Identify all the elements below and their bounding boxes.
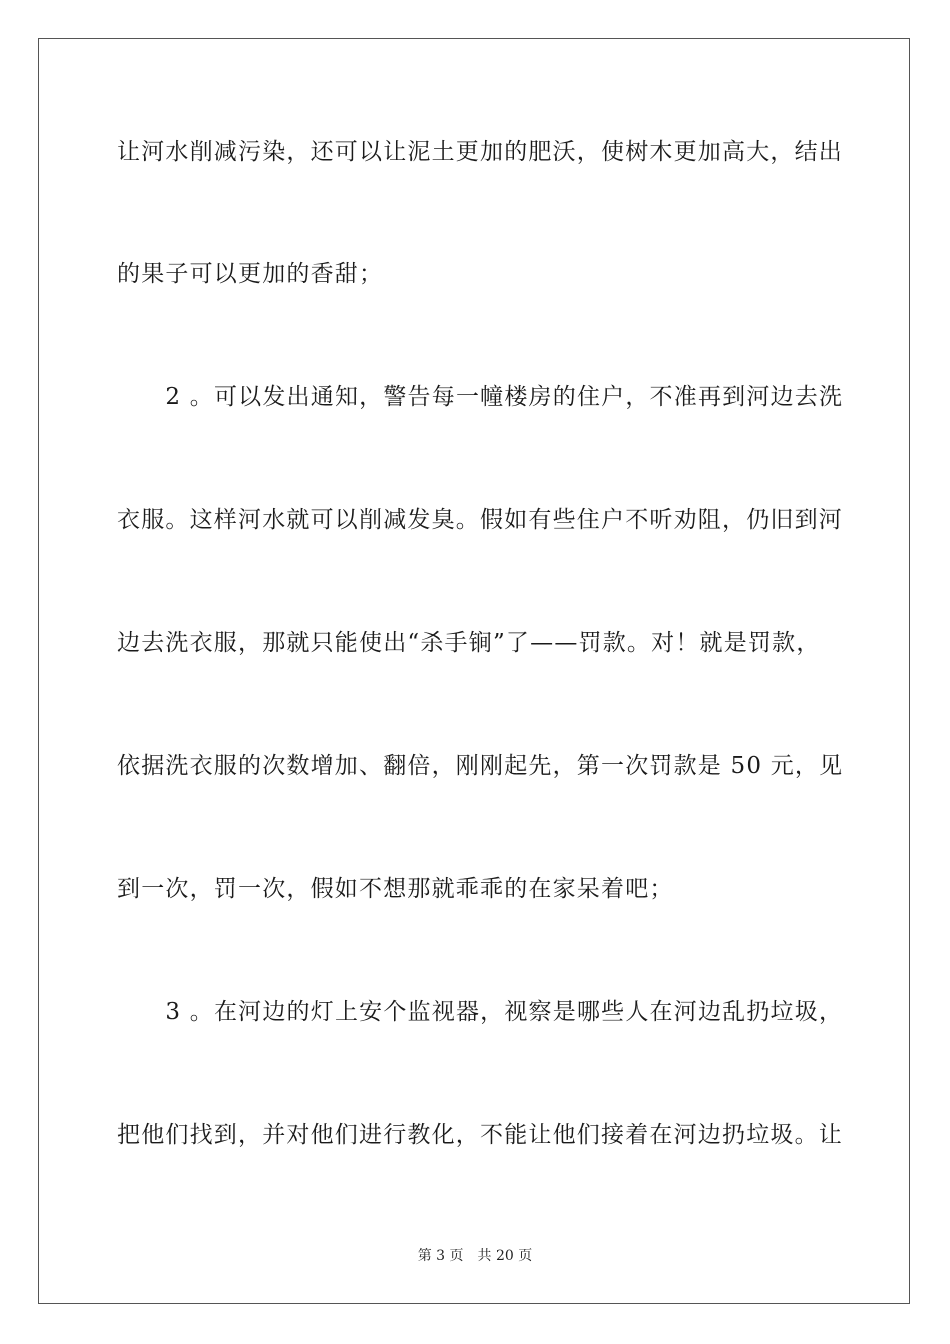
- text-line: 衣服。这样河水就可以削减发臭。假如有些住户不听劝阻，仍旧到河: [117, 507, 843, 533]
- text-line: 2 。可以发出通知，警告每一幢楼房的住户，不准再到河边去洗: [117, 384, 844, 410]
- text-line: 的果子可以更加的香甜；: [117, 261, 384, 287]
- text-line: 3 。在河边的灯上安个监视器，视察是哪些人在河边乱扔垃圾，: [117, 999, 844, 1025]
- text-line: 边去洗衣服，那就只能使出“杀手锏”了——罚款。对！就是罚款，: [117, 630, 821, 656]
- text-line: 让河水削减污染，还可以让泥土更加的肥沃，使树木更加高大，结出: [117, 139, 843, 165]
- text-line: 到一次，罚一次，假如不想那就乖乖的在家呆着吧；: [117, 876, 674, 902]
- page-border: [38, 38, 910, 1304]
- text-line: 把他们找到，并对他们进行教化，不能让他们接着在河边扔垃圾。让: [117, 1122, 843, 1148]
- page-total: 共 20 页: [477, 1248, 533, 1264]
- text-line: 依据洗衣服的次数增加、翻倍，刚刚起先，第一次罚款是 50 元，见: [117, 753, 844, 779]
- page-number: 第 3 页: [417, 1248, 464, 1264]
- page-footer: [0, 1246, 950, 1266]
